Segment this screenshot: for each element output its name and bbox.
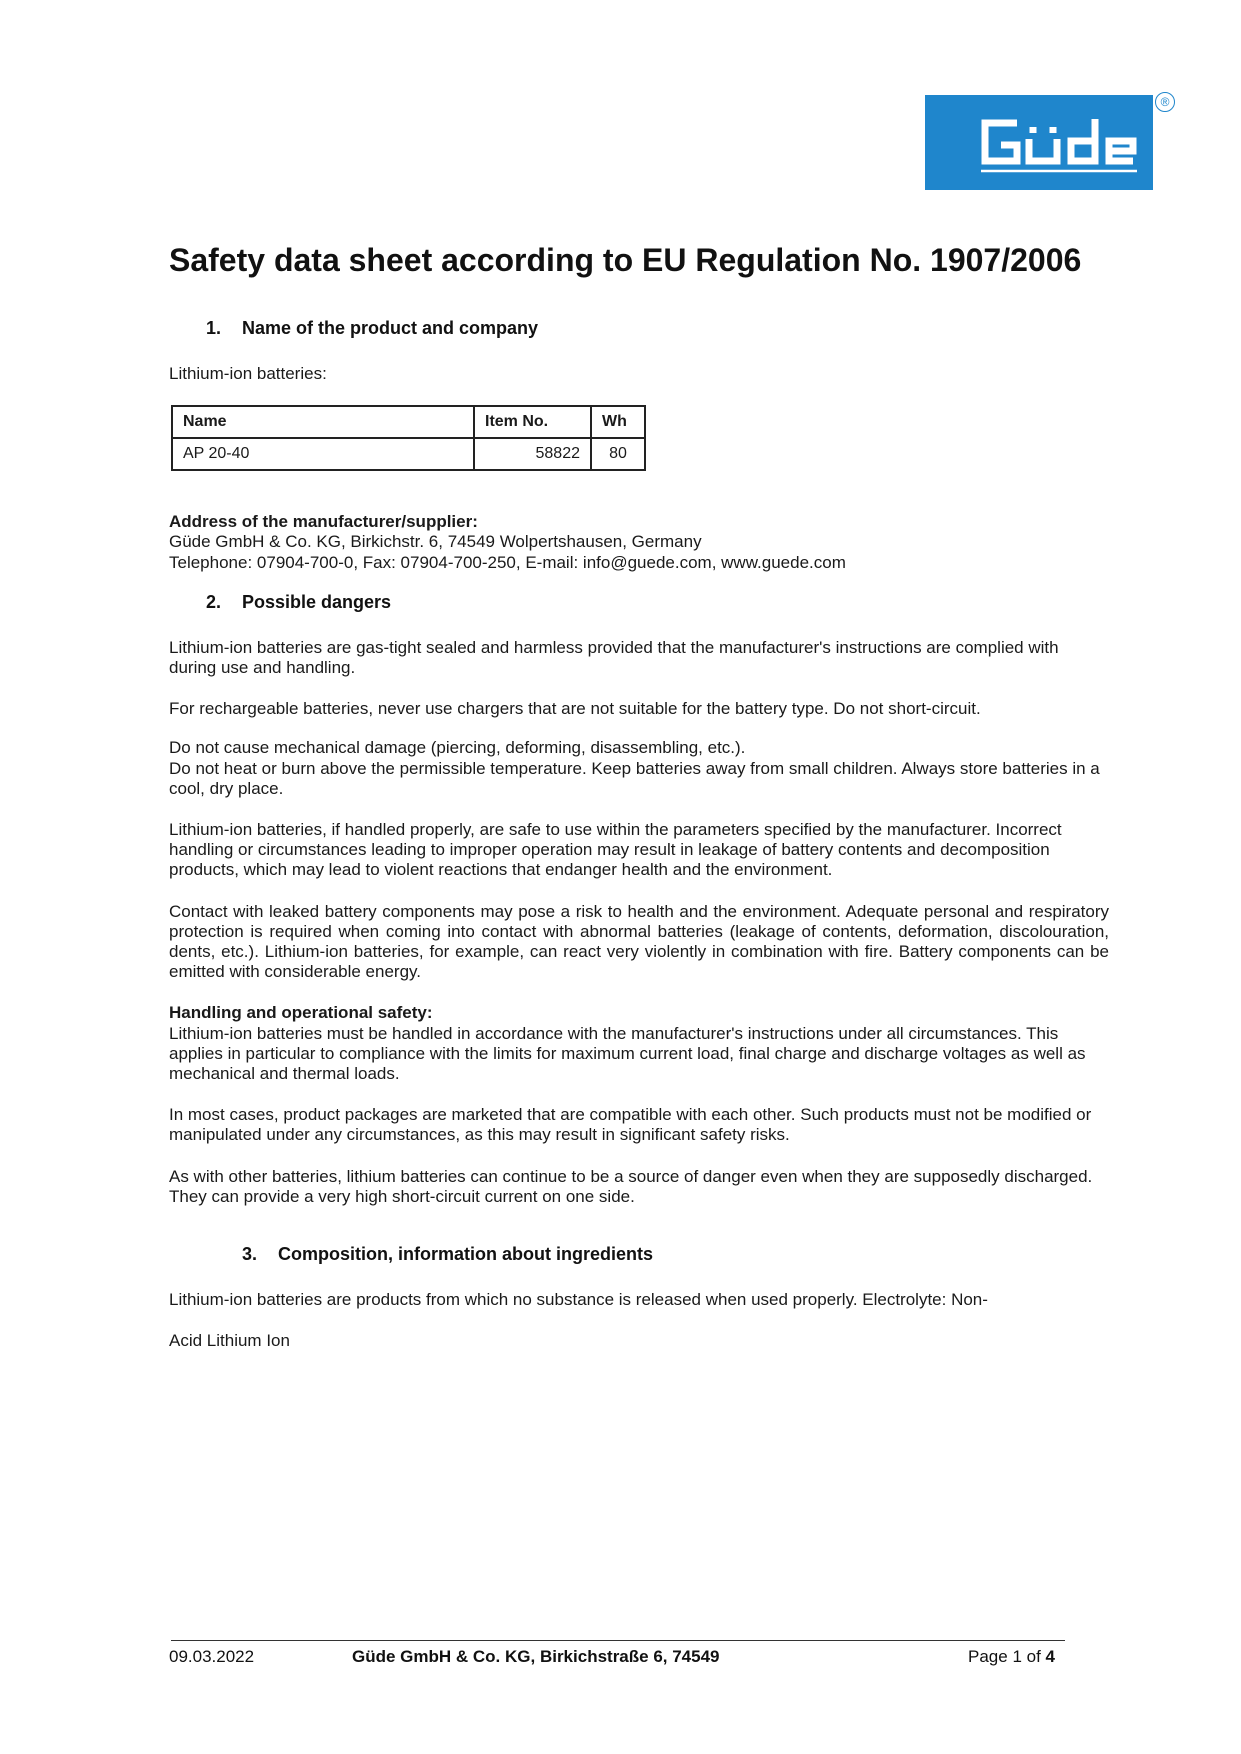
address-line: Güde GmbH & Co. KG, Birkichstr. 6, 74549 Wolpertshausen, Germany: [169, 532, 702, 551]
dangers-paragraph-6: Lithium-ion batteries must be handled in accordance with the manufacturer's instructions under all circumstances. This applies in particular to compliance with the limits for maximum current load, final charge and discharge voltages as well as mechanical and thermal loads.: [169, 1024, 1086, 1083]
page-current: 1: [1012, 1647, 1022, 1666]
product-intro: Lithium-ion batteries:: [169, 364, 327, 383]
column-header-name: Name: [172, 406, 474, 438]
composition-paragraph-2: Acid Lithium Ion: [169, 1331, 290, 1350]
cell-item-no: 58822: [474, 438, 591, 470]
page-separator: of: [1021, 1647, 1046, 1666]
section-2-title: Possible dangers: [242, 592, 392, 612]
section-1-title: Name of the product and company: [242, 318, 539, 338]
dangers-paragraph-1: Lithium-ion batteries are gas-tight sealed and harmless provided that the manufacturer's instructions are complied with during use and handling.: [169, 638, 1059, 677]
footer-divider: [171, 1640, 1065, 1641]
handling-heading: Handling and operational safety:: [169, 1003, 433, 1022]
page-total: 4: [1045, 1647, 1055, 1666]
section-1-number: 1.: [206, 318, 222, 338]
column-header-wh: Wh: [591, 406, 645, 438]
table-row: [172, 438, 645, 470]
section-2-heading: [206, 592, 391, 613]
dangers-paragraph-2: For rechargeable batteries, never use chargers that are not suitable for the battery type. Do not short-circuit.: [169, 699, 981, 718]
dangers-paragraph-8: As with other batteries, lithium batteries can continue to be a source of danger even when they are supposedly discharged. They can provide a very high short-circuit current on one side.: [169, 1167, 1093, 1206]
page-prefix: Page: [968, 1647, 1013, 1666]
page-title: Safety data sheet according to EU Regulation No. 1907/2006: [169, 242, 1082, 278]
contact-line: Telephone: 07904-700-0, Fax: 07904-700-250, E-mail: info@guede.com, www.guede.com: [169, 553, 846, 572]
cell-wh: 80: [591, 438, 645, 470]
dangers-paragraph-3b: Do not heat or burn above the permissible temperature. Keep batteries away from small children. Always store batteries in a cool, dry place.: [169, 759, 1100, 798]
company-logo: [925, 95, 1153, 190]
guede-logo-icon: [925, 95, 1153, 190]
footer-date: 09.03.2022: [169, 1647, 255, 1666]
dangers-paragraph-5: Contact with leaked battery components may pose a risk to health and the environment. Adequate personal and respiratory protection is required when coming into contact with abnormal batteries (leakage of contents, deformation, discolouration, dents, etc.). Lithium-ion batteries, for example, can react very violently in combination with fire. Battery components can be emitted with considerable energy.: [169, 902, 1109, 981]
dangers-paragraph-3a: Do not cause mechanical damage (piercing, deforming, disassembling, etc.).: [169, 738, 746, 757]
footer-company: Güde GmbH & Co. KG, Birkichstraße 6, 74549: [352, 1647, 720, 1666]
section-3-heading: [242, 1244, 653, 1265]
section-3-number: 3.: [242, 1244, 258, 1264]
section-2-number: 2.: [206, 592, 222, 612]
composition-paragraph-1: Lithium-ion batteries are products from which no substance is released when used properly. Electrolyte: Non-: [169, 1290, 988, 1309]
cell-name: AP 20-40: [172, 438, 474, 470]
section-3-title: Composition, information about ingredients: [278, 1244, 653, 1264]
section-1-heading: [206, 318, 538, 339]
column-header-item-no: Item No.: [474, 406, 591, 438]
registered-mark: ®: [1155, 92, 1175, 112]
footer-page-number: [968, 1647, 1055, 1667]
dangers-paragraph-7: In most cases, product packages are marketed that are compatible with each other. Such products must not be modified or manipulated under any circumstances, as this may result in significant safety risks.: [169, 1105, 1092, 1144]
battery-table: [171, 405, 646, 471]
table-header-row: [172, 406, 645, 438]
dangers-paragraph-4: Lithium-ion batteries, if handled properly, are safe to use within the parameters specified by the manufacturer. Incorrect handling or circumstances leading to improper operation may result in leakage of battery contents and decomposition products, which may lead to violent reactions that endanger health and the environment.: [169, 820, 1062, 879]
address-heading: Address of the manufacturer/supplier:: [169, 512, 478, 531]
